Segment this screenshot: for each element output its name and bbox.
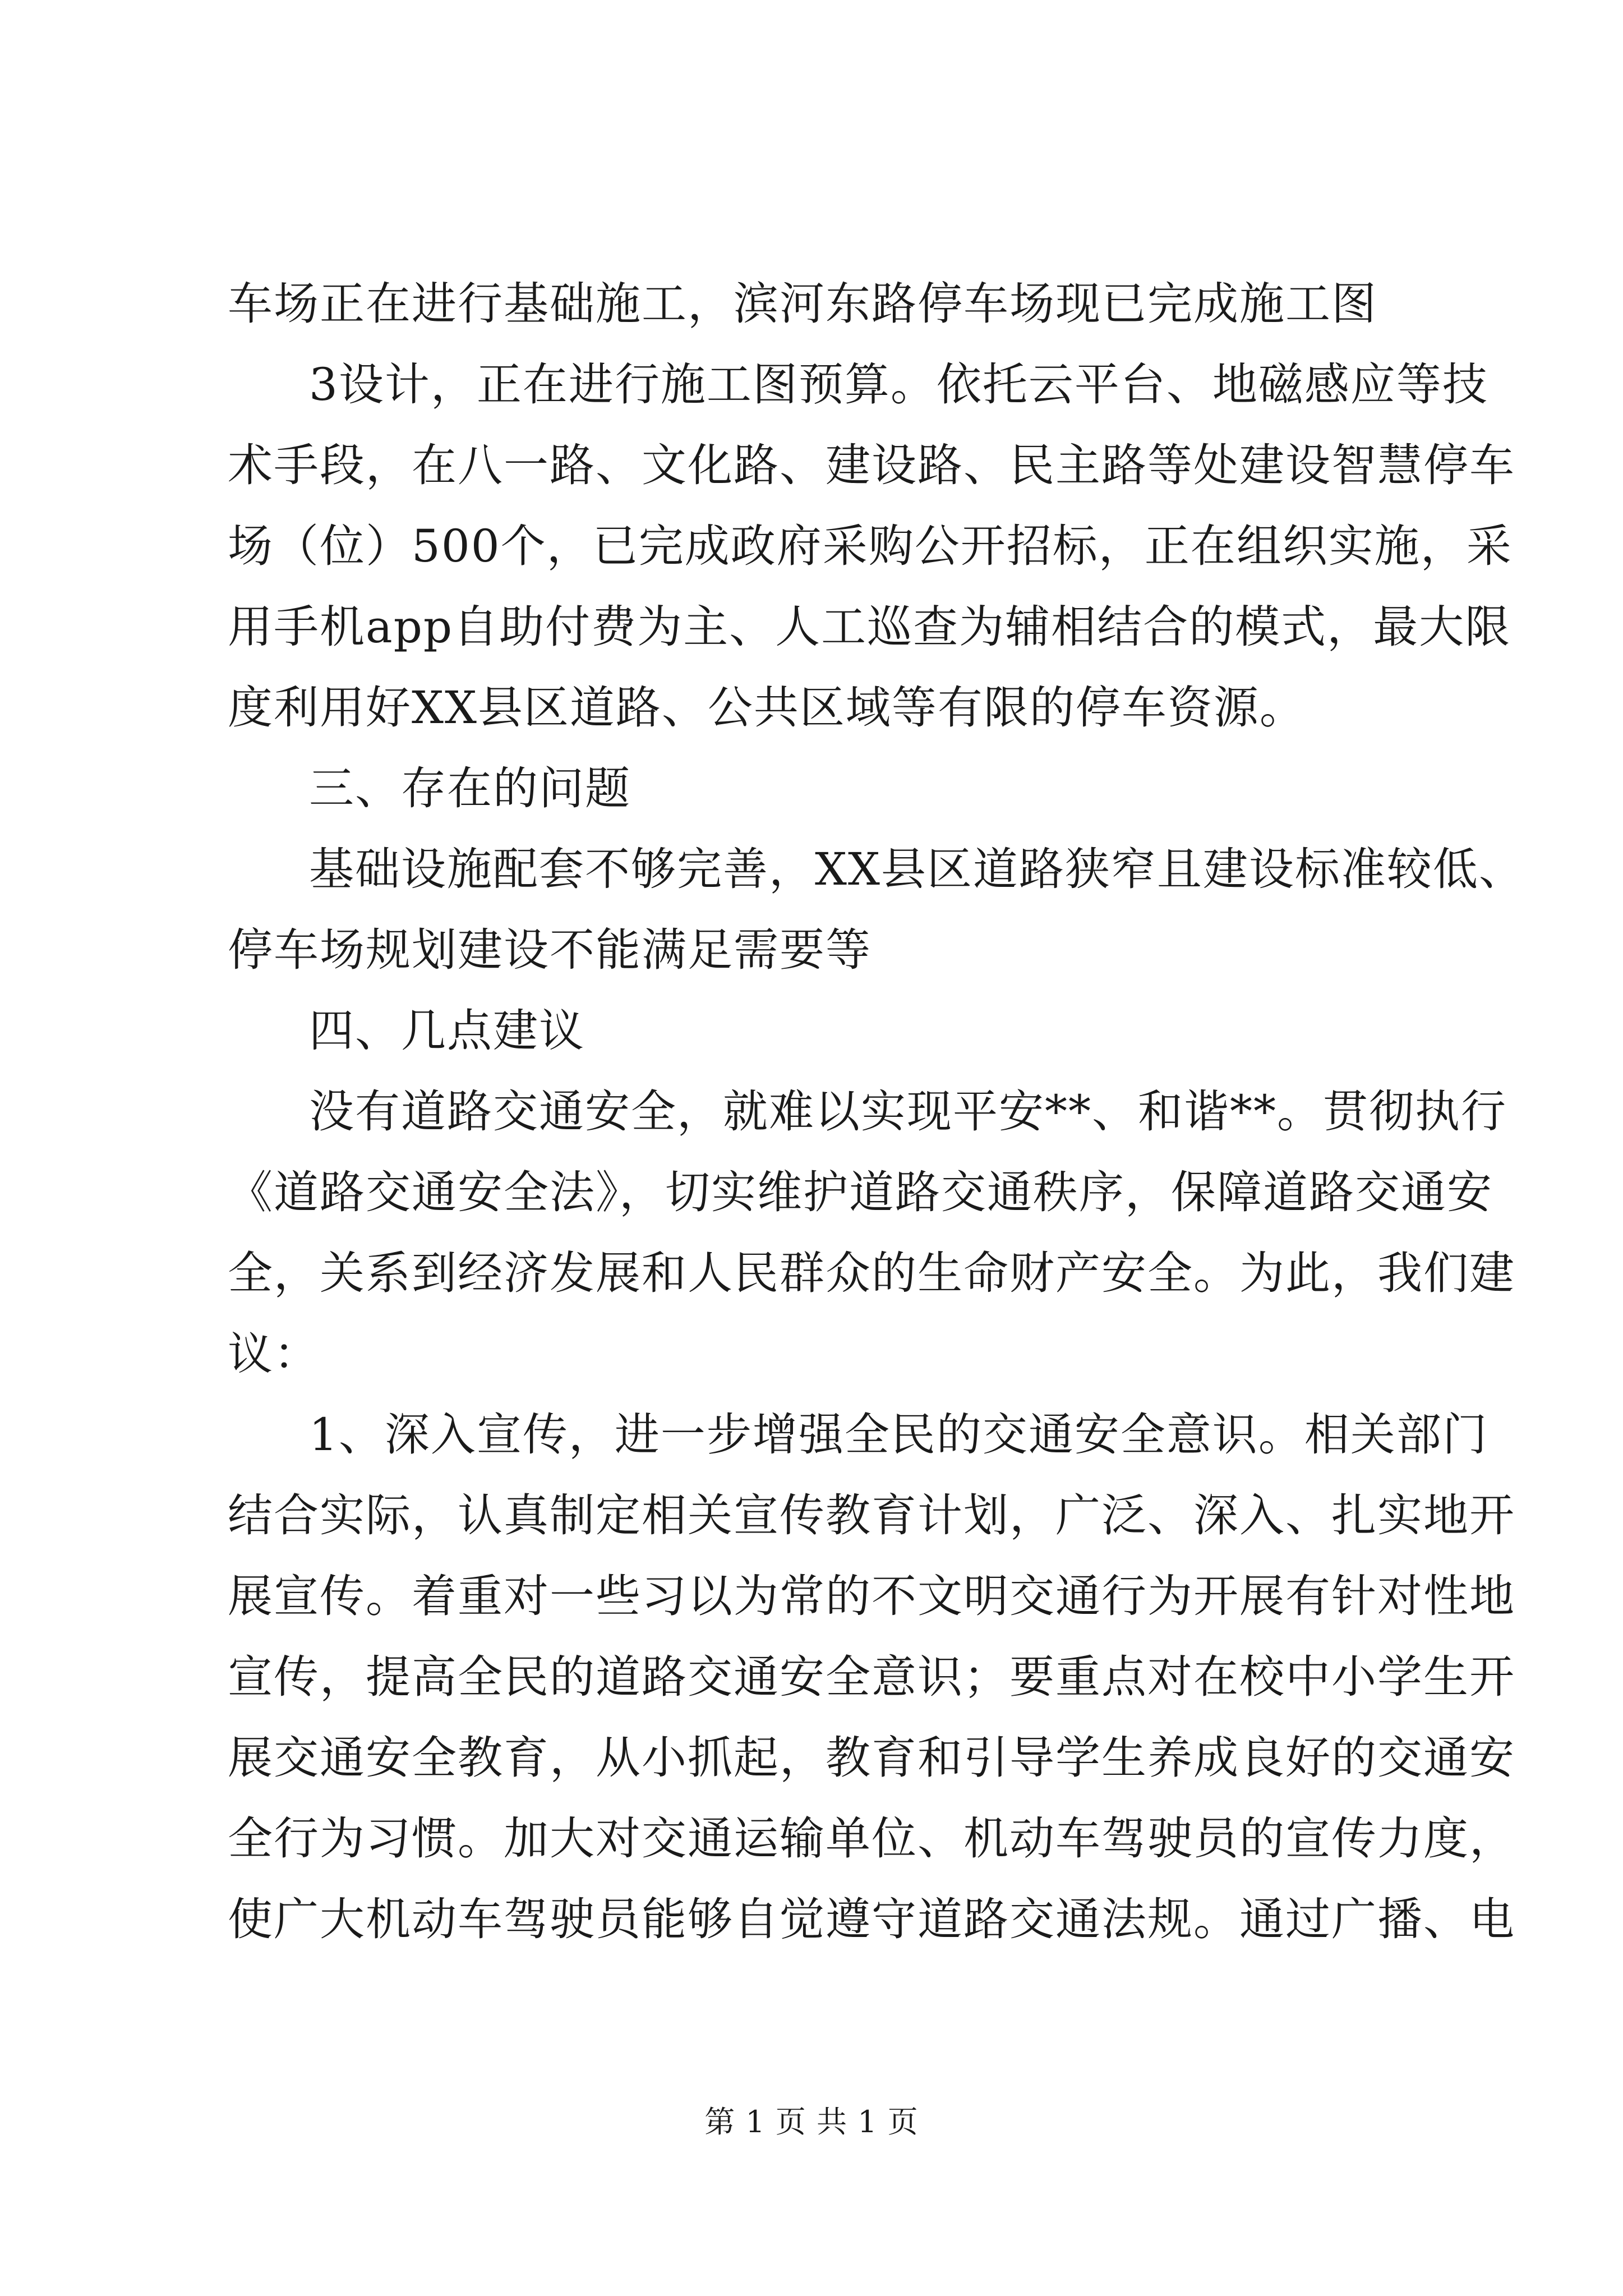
- text-line: 展宣传。着重对一些习以为常的不文明交通行为开展有针对性地: [228, 1570, 1515, 1622]
- page-footer: 第 1 页 共 1 页: [704, 2104, 919, 2139]
- text-line: 议：: [228, 1328, 320, 1380]
- text-line: 宣传，提高全民的道路交通安全意识；要重点对在校中小学生开: [228, 1651, 1515, 1703]
- text-line: 1、深入宣传，进一步增强全民的交通安全意识。相关部门: [309, 1409, 1488, 1461]
- text-line: 全行为习惯。加大对交通运输单位、机动车驾驶员的宣传力度，: [228, 1812, 1515, 1865]
- text-line: 3设计，正在进行施工图预算。依托云平台、地磁感应等技: [309, 358, 1488, 411]
- text-line: 全，关系到经济发展和人民群众的生命财产安全。为此，我们建: [228, 1247, 1515, 1299]
- section-heading-suggestions: 四、几点建议: [309, 1005, 585, 1057]
- text-line: 用手机app自助付费为主、人工巡查为辅相结合的模式，最大限: [228, 601, 1511, 653]
- text-line: 基础设施配套不够完善，XX县区道路狭窄且建设标准较低、: [309, 843, 1525, 895]
- text-line: 没有道路交通安全，就难以实现平安**、和谐**。贯彻执行: [309, 1085, 1507, 1138]
- text-line: 车场正在进行基础施工，滨河东路停车场现已完成施工图: [228, 278, 1377, 330]
- section-heading-problems: 三、存在的问题: [309, 762, 631, 815]
- text-line: 使广大机动车驾驶员能够自觉遵守道路交通法规。通过广播、电: [228, 1893, 1515, 1945]
- text-line: 展交通安全教育，从小抓起，教育和引导学生养成良好的交通安: [228, 1732, 1515, 1784]
- text-line: 停车场规划建设不能满足需要等: [228, 924, 872, 976]
- text-line: 术手段，在八一路、文化路、建设路、民主路等处建设智慧停车: [228, 439, 1515, 491]
- text-line: 场（位）500个，已完成政府采购公开招标，正在组织实施，采: [228, 520, 1513, 572]
- text-line: 度利用好XX县区道路、公共区域等有限的停车资源。: [228, 682, 1306, 734]
- document-body: [228, 264, 1525, 1960]
- text-line: 结合实际，认真制定相关宣传教育计划，广泛、深入、扎实地开: [228, 1489, 1515, 1542]
- text-line: 《道路交通安全法》，切实维护道路交通秩序，保障道路交通安: [228, 1166, 1493, 1218]
